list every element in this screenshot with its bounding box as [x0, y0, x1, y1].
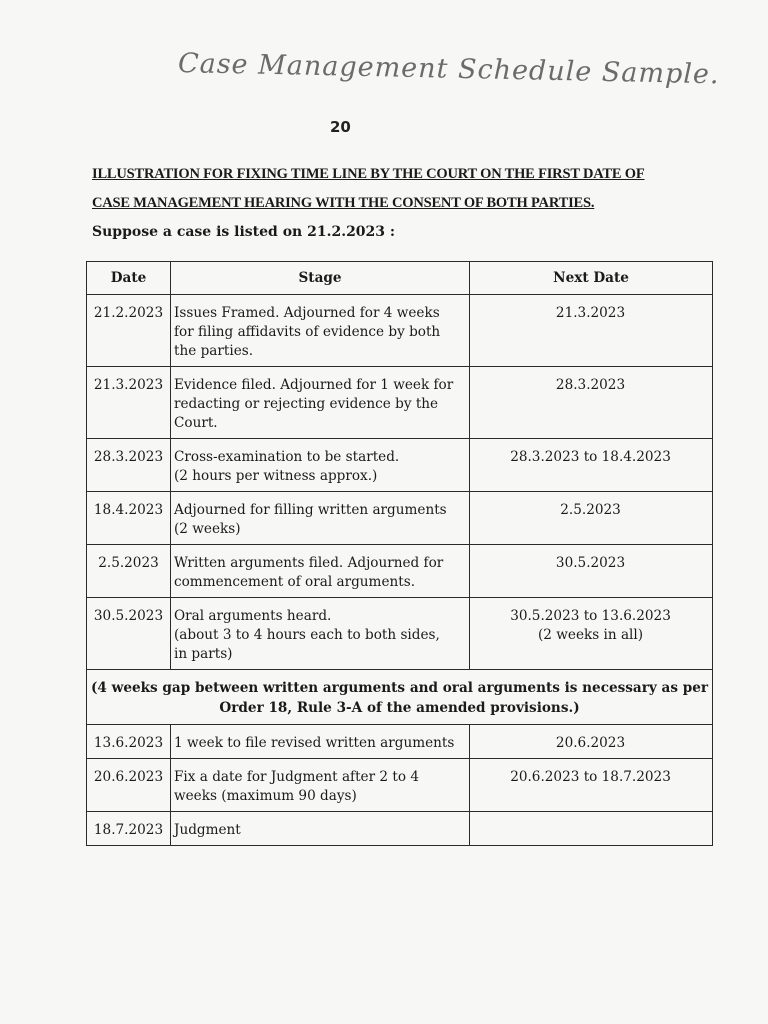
row-next-date: [470, 812, 713, 846]
row-stage: [171, 725, 470, 759]
row-date: 2.5.2023: [87, 545, 171, 598]
document-heading: [92, 160, 674, 218]
stage-line: Issues Framed. Adjourned for 4 weeks: [174, 305, 440, 321]
row-date: 21.2.2023: [87, 295, 171, 367]
next-date-line: 28.3.2023 to 18.4.2023: [510, 449, 671, 465]
note-cell: [87, 670, 713, 725]
row-next-date: [470, 598, 713, 670]
next-date-line: 21.3.2023: [555, 305, 626, 321]
stage-line: weeks (maximum 90 days): [174, 788, 357, 804]
stage-line: Written arguments filed. Adjourned for: [174, 555, 444, 571]
stage-line: Oral arguments heard.: [174, 608, 332, 624]
row-date: 18.7.2023: [87, 812, 171, 846]
row-date: 20.6.2023: [87, 759, 171, 812]
row-date: 18.4.2023: [87, 492, 171, 545]
row-next-date: [470, 439, 713, 492]
table-row: [87, 545, 713, 598]
row-stage: [171, 545, 470, 598]
table-row: [87, 295, 713, 367]
stage-line: Cross-examination to be started.: [174, 449, 400, 465]
stage-line: (about 3 to 4 hours each to both sides,: [174, 627, 440, 643]
schedule-table: [86, 261, 713, 846]
stage-line: Evidence filed. Adjourned for 1 week for: [174, 377, 454, 393]
stage-line: for filing affidavits of evidence by both: [174, 324, 441, 340]
next-date-line: 30.5.2023: [555, 555, 626, 571]
table-row: [87, 812, 713, 846]
table-row: [87, 367, 713, 439]
table-header-row: [87, 262, 713, 295]
row-date: 28.3.2023: [87, 439, 171, 492]
stage-line: (2 weeks): [174, 521, 241, 537]
next-date-line: 20.6.2023: [555, 735, 626, 751]
row-stage: [171, 759, 470, 812]
row-next-date: [470, 725, 713, 759]
stage-line: the parties.: [174, 343, 254, 359]
next-date-line: 20.6.2023 to 18.7.2023: [510, 769, 671, 785]
intro-text: Suppose a case is listed on 21.2.2023 :: [92, 224, 396, 240]
row-next-date: [470, 367, 713, 439]
handwritten-title: Case Management Schedule Sample.: [177, 48, 720, 91]
column-header-date: Date: [87, 262, 171, 295]
table-row: [87, 439, 713, 492]
heading-line: ILLUSTRATION FOR FIXING TIME LINE BY THE COURT ON THE FIRST DATE OF: [92, 166, 645, 182]
row-stage: [171, 492, 470, 545]
row-next-date: [470, 492, 713, 545]
row-stage: [171, 295, 470, 367]
stage-line: Court.: [174, 415, 218, 431]
row-next-date: [470, 295, 713, 367]
column-header-next-date: Next Date: [470, 262, 713, 295]
row-next-date: [470, 759, 713, 812]
row-stage: [171, 439, 470, 492]
next-date-line: 28.3.2023: [555, 377, 626, 393]
table-row: [87, 598, 713, 670]
note-line: Order 18, Rule 3-A of the amended provisions.): [219, 700, 580, 716]
table-row: [87, 725, 713, 759]
heading-line: CASE MANAGEMENT HEARING WITH THE CONSENT OF BOTH PARTIES.: [92, 195, 595, 211]
page-number: 20: [330, 118, 351, 136]
row-next-date: [470, 545, 713, 598]
stage-line: Fix a date for Judgment after 2 to 4: [174, 769, 419, 785]
next-date-line: (2 weeks in all): [537, 627, 644, 643]
row-stage: [171, 812, 470, 846]
row-date: 13.6.2023: [87, 725, 171, 759]
column-header-stage: Stage: [171, 262, 470, 295]
stage-line: in parts): [174, 646, 233, 662]
next-date-line: 2.5.2023: [560, 502, 621, 518]
note-line: (4 weeks gap between written arguments and oral arguments is necessary as per: [91, 680, 709, 696]
table-row: [87, 759, 713, 812]
stage-line: redacting or rejecting evidence by the: [174, 396, 439, 412]
row-stage: [171, 598, 470, 670]
stage-line: Adjourned for filling written arguments: [174, 502, 447, 518]
row-date: 30.5.2023: [87, 598, 171, 670]
row-date: 21.3.2023: [87, 367, 171, 439]
stage-line: 1 week to file revised written arguments: [174, 735, 455, 751]
next-date-line: 30.5.2023 to 13.6.2023: [510, 608, 671, 624]
stage-line: Judgment: [174, 822, 241, 838]
table-row: [87, 492, 713, 545]
note-row: [87, 670, 713, 725]
stage-line: commencement of oral arguments.: [174, 574, 416, 590]
stage-line: (2 hours per witness approx.): [174, 468, 378, 484]
row-stage: [171, 367, 470, 439]
